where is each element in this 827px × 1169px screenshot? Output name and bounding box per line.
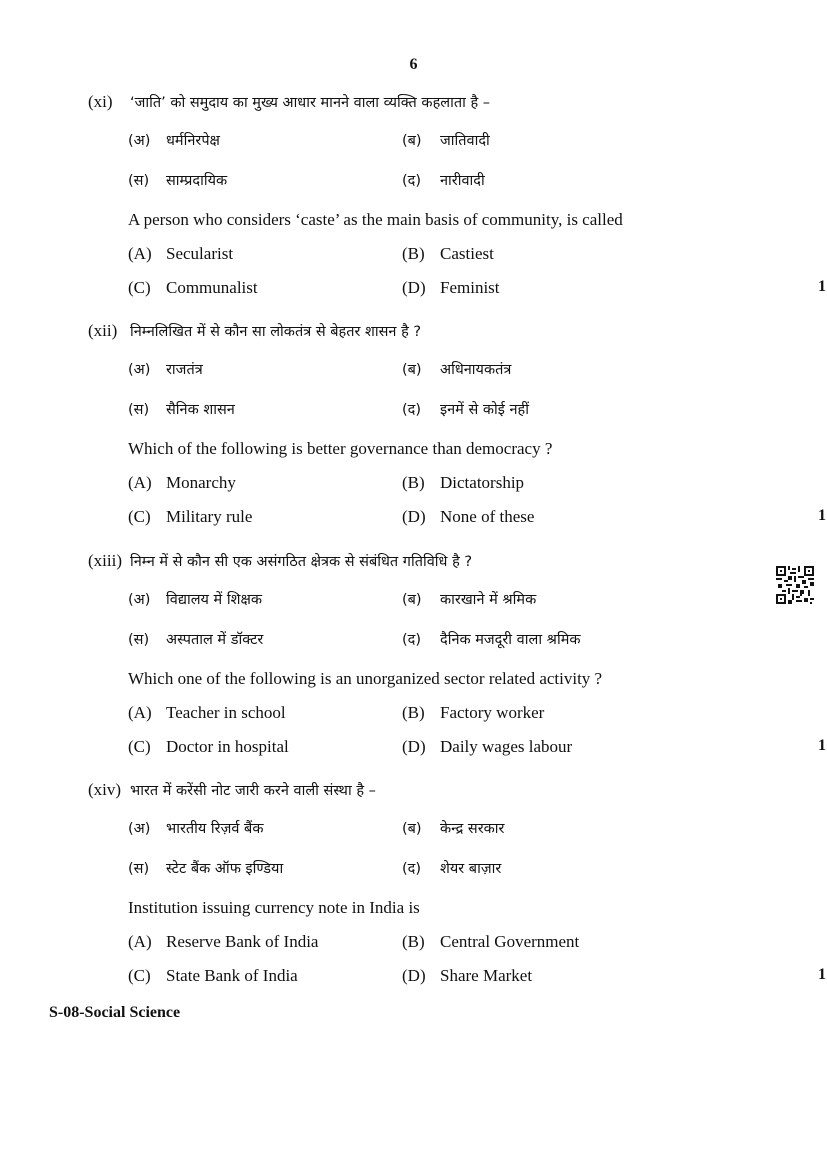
hindi-question-text: निम्नलिखित में से कौन सा लोकतंत्र से बेहतर शासन है ?: [130, 324, 422, 340]
option-text: नारीवादी: [440, 173, 485, 189]
english-option-d: [402, 966, 532, 986]
hindi-option-c: [128, 629, 263, 649]
english-question-text: Institution issuing currency note in India is: [128, 898, 420, 917]
hindi-option-a: [128, 359, 203, 379]
option-label: (अ): [128, 592, 151, 608]
hindi-question-text: ‘जाति’ को समुदाय का मुख्य आधार मानने वाला व्यक्ति कहलाता है –: [130, 95, 491, 111]
hindi-option-b: [402, 589, 536, 609]
footer-subject-code: S-08-Social Science: [49, 1004, 181, 1021]
hindi-question-text: निम्न में से कौन सी एक असंगठित क्षेत्रक से संबंधित गतिविधि है ?: [130, 554, 473, 570]
option-text: जातिवादी: [440, 133, 490, 149]
option-label: (D): [402, 966, 426, 985]
option-text: State Bank of India: [166, 966, 298, 985]
option-text: Communalist: [166, 278, 258, 297]
question-number: (xii): [88, 321, 118, 340]
option-text: Daily wages labour: [440, 737, 573, 756]
option-text: Factory worker: [440, 703, 545, 722]
english-option-a: [128, 473, 236, 493]
option-text: साम्प्रदायिक: [166, 173, 228, 189]
option-label: (अ): [128, 821, 151, 837]
option-label: (A): [128, 244, 152, 263]
option-label: (द): [402, 861, 422, 877]
question-xii: [88, 321, 826, 541]
option-label: (ब): [402, 133, 422, 149]
option-text: अधिनायकतंत्र: [440, 362, 512, 378]
option-text: Doctor in hospital: [166, 737, 289, 756]
page-number: 6: [409, 56, 418, 73]
option-text: Secularist: [166, 244, 234, 263]
option-text: केन्द्र सरकार: [440, 821, 505, 837]
option-label: (ब): [402, 592, 422, 608]
english-option-b: [402, 703, 544, 723]
option-text: None of these: [440, 507, 535, 526]
hindi-option-b: [402, 359, 511, 379]
option-label: (D): [402, 507, 426, 526]
hindi-option-a: [128, 818, 263, 838]
option-label: (C): [128, 507, 151, 526]
english-option-a: [128, 703, 286, 723]
question-xiii: [88, 551, 826, 771]
option-text: Teacher in school: [166, 703, 286, 722]
option-label: (C): [128, 278, 151, 297]
english-option-d: [402, 737, 572, 757]
option-label: (A): [128, 703, 152, 722]
option-text: Share Market: [440, 966, 533, 985]
hindi-option-a: [128, 130, 220, 150]
option-text: कारखाने में श्रमिक: [440, 592, 537, 608]
option-text: शेयर बाज़ार: [440, 861, 502, 877]
option-text: सैनिक शासन: [166, 402, 235, 418]
option-label: (C): [128, 966, 151, 985]
hindi-question-text: भारत में करेंसी नोट जारी करने वाली संस्था है –: [130, 783, 376, 799]
hindi-option-d: [402, 629, 581, 649]
english-question-text: Which one of the following is an unorganized sector related activity ?: [128, 669, 603, 688]
option-text: इनमें से कोई नहीं: [440, 402, 529, 418]
option-text: धर्मनिरपेक्ष: [166, 133, 220, 149]
option-label: (A): [128, 932, 152, 951]
hindi-option-c: [128, 170, 227, 190]
qr-code-icon: [776, 566, 814, 604]
question-number: (xi): [88, 92, 113, 111]
option-text: Monarchy: [166, 473, 236, 492]
hindi-option-b: [402, 818, 504, 838]
option-text: Castiest: [440, 244, 494, 263]
option-label: (B): [402, 703, 425, 722]
marks: 1: [818, 737, 826, 754]
question-xi: [88, 92, 826, 312]
option-text: Military rule: [166, 507, 253, 526]
english-option-b: [402, 244, 494, 264]
english-question-text: A person who considers ‘caste’ as the main basis of community, is called: [128, 210, 623, 229]
option-label: (D): [402, 737, 426, 756]
option-label: (स): [128, 402, 150, 418]
english-option-a: [128, 932, 318, 952]
marks: 1: [818, 278, 826, 295]
option-text: Dictatorship: [440, 473, 525, 492]
question-xiv: [88, 780, 826, 1000]
hindi-option-a: [128, 589, 262, 609]
option-label: (द): [402, 632, 422, 648]
english-option-b: [402, 932, 579, 952]
english-option-c: [128, 966, 298, 986]
option-label: (द): [402, 173, 422, 189]
option-label: (स): [128, 632, 150, 648]
option-label: (द): [402, 402, 422, 418]
question-number: (xiv): [88, 780, 122, 799]
option-text: विद्यालय में शिक्षक: [166, 592, 262, 608]
option-label: (स): [128, 173, 150, 189]
english-option-c: [128, 507, 252, 527]
option-label: (अ): [128, 133, 151, 149]
option-text: अस्पताल में डॉक्टर: [166, 632, 264, 648]
english-option-a: [128, 244, 233, 264]
hindi-option-d: [402, 858, 501, 878]
english-option-d: [402, 278, 500, 298]
question-number: (xiii): [88, 551, 122, 570]
marks: 1: [818, 966, 826, 983]
option-label: (अ): [128, 362, 151, 378]
english-question-text: Which of the following is better governance than democracy ?: [128, 439, 553, 458]
hindi-option-c: [128, 399, 235, 419]
option-label: (B): [402, 932, 425, 951]
english-option-c: [128, 278, 258, 298]
option-text: राजतंत्र: [166, 362, 203, 378]
english-option-c: [128, 737, 289, 757]
option-label: (B): [402, 244, 425, 263]
marks: 1: [818, 507, 826, 524]
option-label: (B): [402, 473, 425, 492]
english-option-d: [402, 507, 534, 527]
option-label: (ब): [402, 362, 422, 378]
option-label: (A): [128, 473, 152, 492]
hindi-option-d: [402, 170, 485, 190]
option-text: Reserve Bank of India: [166, 932, 319, 951]
option-label: (C): [128, 737, 151, 756]
hindi-option-b: [402, 130, 490, 150]
option-text: Feminist: [440, 278, 500, 297]
english-option-b: [402, 473, 524, 493]
option-text: स्टेट बैंक ऑफ इण्डिया: [166, 861, 284, 877]
option-text: भारतीय रिज़र्व बैंक: [166, 821, 264, 837]
hindi-option-c: [128, 858, 283, 878]
option-text: Central Government: [440, 932, 580, 951]
option-label: (ब): [402, 821, 422, 837]
hindi-option-d: [402, 399, 529, 419]
option-label: (D): [402, 278, 426, 297]
option-text: दैनिक मजदूरी वाला श्रमिक: [440, 632, 581, 648]
option-label: (स): [128, 861, 150, 877]
